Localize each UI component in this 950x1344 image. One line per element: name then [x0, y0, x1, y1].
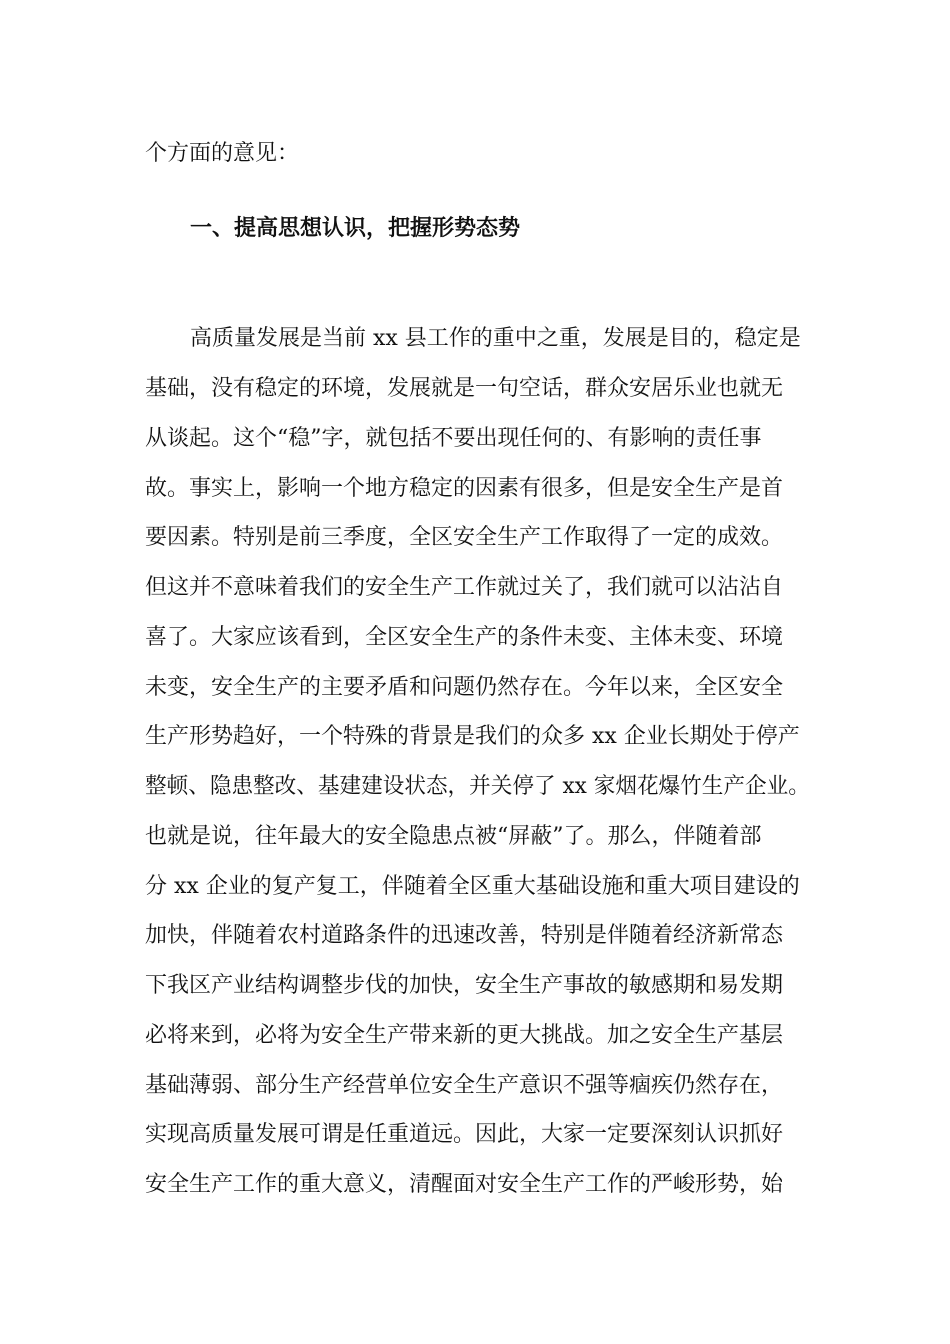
paragraph-line: 也就是说，往年最大的安全隐患点被“屏蔽”了。那么，伴随着部 — [145, 824, 762, 849]
intro-line: 个方面的意见： — [145, 141, 300, 166]
paragraph-line: 未变，安全生产的主要矛盾和问题仍然存在。今年以来，全区安全 — [145, 675, 784, 700]
paragraph-line: 但这并不意味着我们的安全生产工作就过关了，我们就可以沾沾自 — [145, 575, 784, 600]
paragraph-line: 下我区产业结构调整步伐的加快，安全生产事故的敏感期和易发期 — [145, 973, 784, 998]
paragraph-line: 故。事实上，影响一个地方稳定的因素有很多，但是安全生产是首 — [145, 476, 784, 501]
paragraph-line: 喜了。大家应该看到，全区安全生产的条件未变、主体未变、环境 — [145, 625, 784, 650]
paragraph-line: 必将来到，必将为安全生产带来新的更大挑战。加之安全生产基层 — [145, 1023, 784, 1048]
paragraph-line: 分 xx 企业的复产复工，伴随着全区重大基础设施和重大项目建设的 — [145, 874, 800, 899]
paragraph-line: 基础，没有稳定的环境，发展就是一句空话，群众安居乐业也就无 — [145, 376, 784, 401]
paragraph-line: 实现高质量发展可谓是任重道远。因此，大家一定要深刻认识抓好 — [145, 1122, 784, 1147]
paragraph-line: 生产形势趋好，一个特殊的背景是我们的众多 xx 企业长期处于停产 — [145, 724, 800, 749]
paragraph-line: 加快，伴随着农村道路条件的迅速改善，特别是伴随着经济新常态 — [145, 923, 784, 948]
paragraph-line: 要因素。特别是前三季度，全区安全生产工作取得了一定的成效。 — [145, 525, 784, 550]
section-heading: 一、提高思想认识，把握形势态势 — [190, 215, 521, 241]
paragraph-line: 基础薄弱、部分生产经营单位安全生产意识不强等痼疾仍然存在， — [145, 1073, 784, 1098]
paragraph-line: 安全生产工作的重大意义，清醒面对安全生产工作的严峻形势，始 — [145, 1172, 784, 1197]
paragraph-line: 整顿、隐患整改、基建建设状态，并关停了 xx 家烟花爆竹生产企业。 — [145, 774, 810, 799]
paragraph-line: 高质量发展是当前 xx 县工作的重中之重，发展是目的，稳定是 — [190, 326, 801, 351]
paragraph-line: 从谈起。这个“稳”字，就包括不要出现任何的、有影响的责任事 — [145, 426, 762, 451]
